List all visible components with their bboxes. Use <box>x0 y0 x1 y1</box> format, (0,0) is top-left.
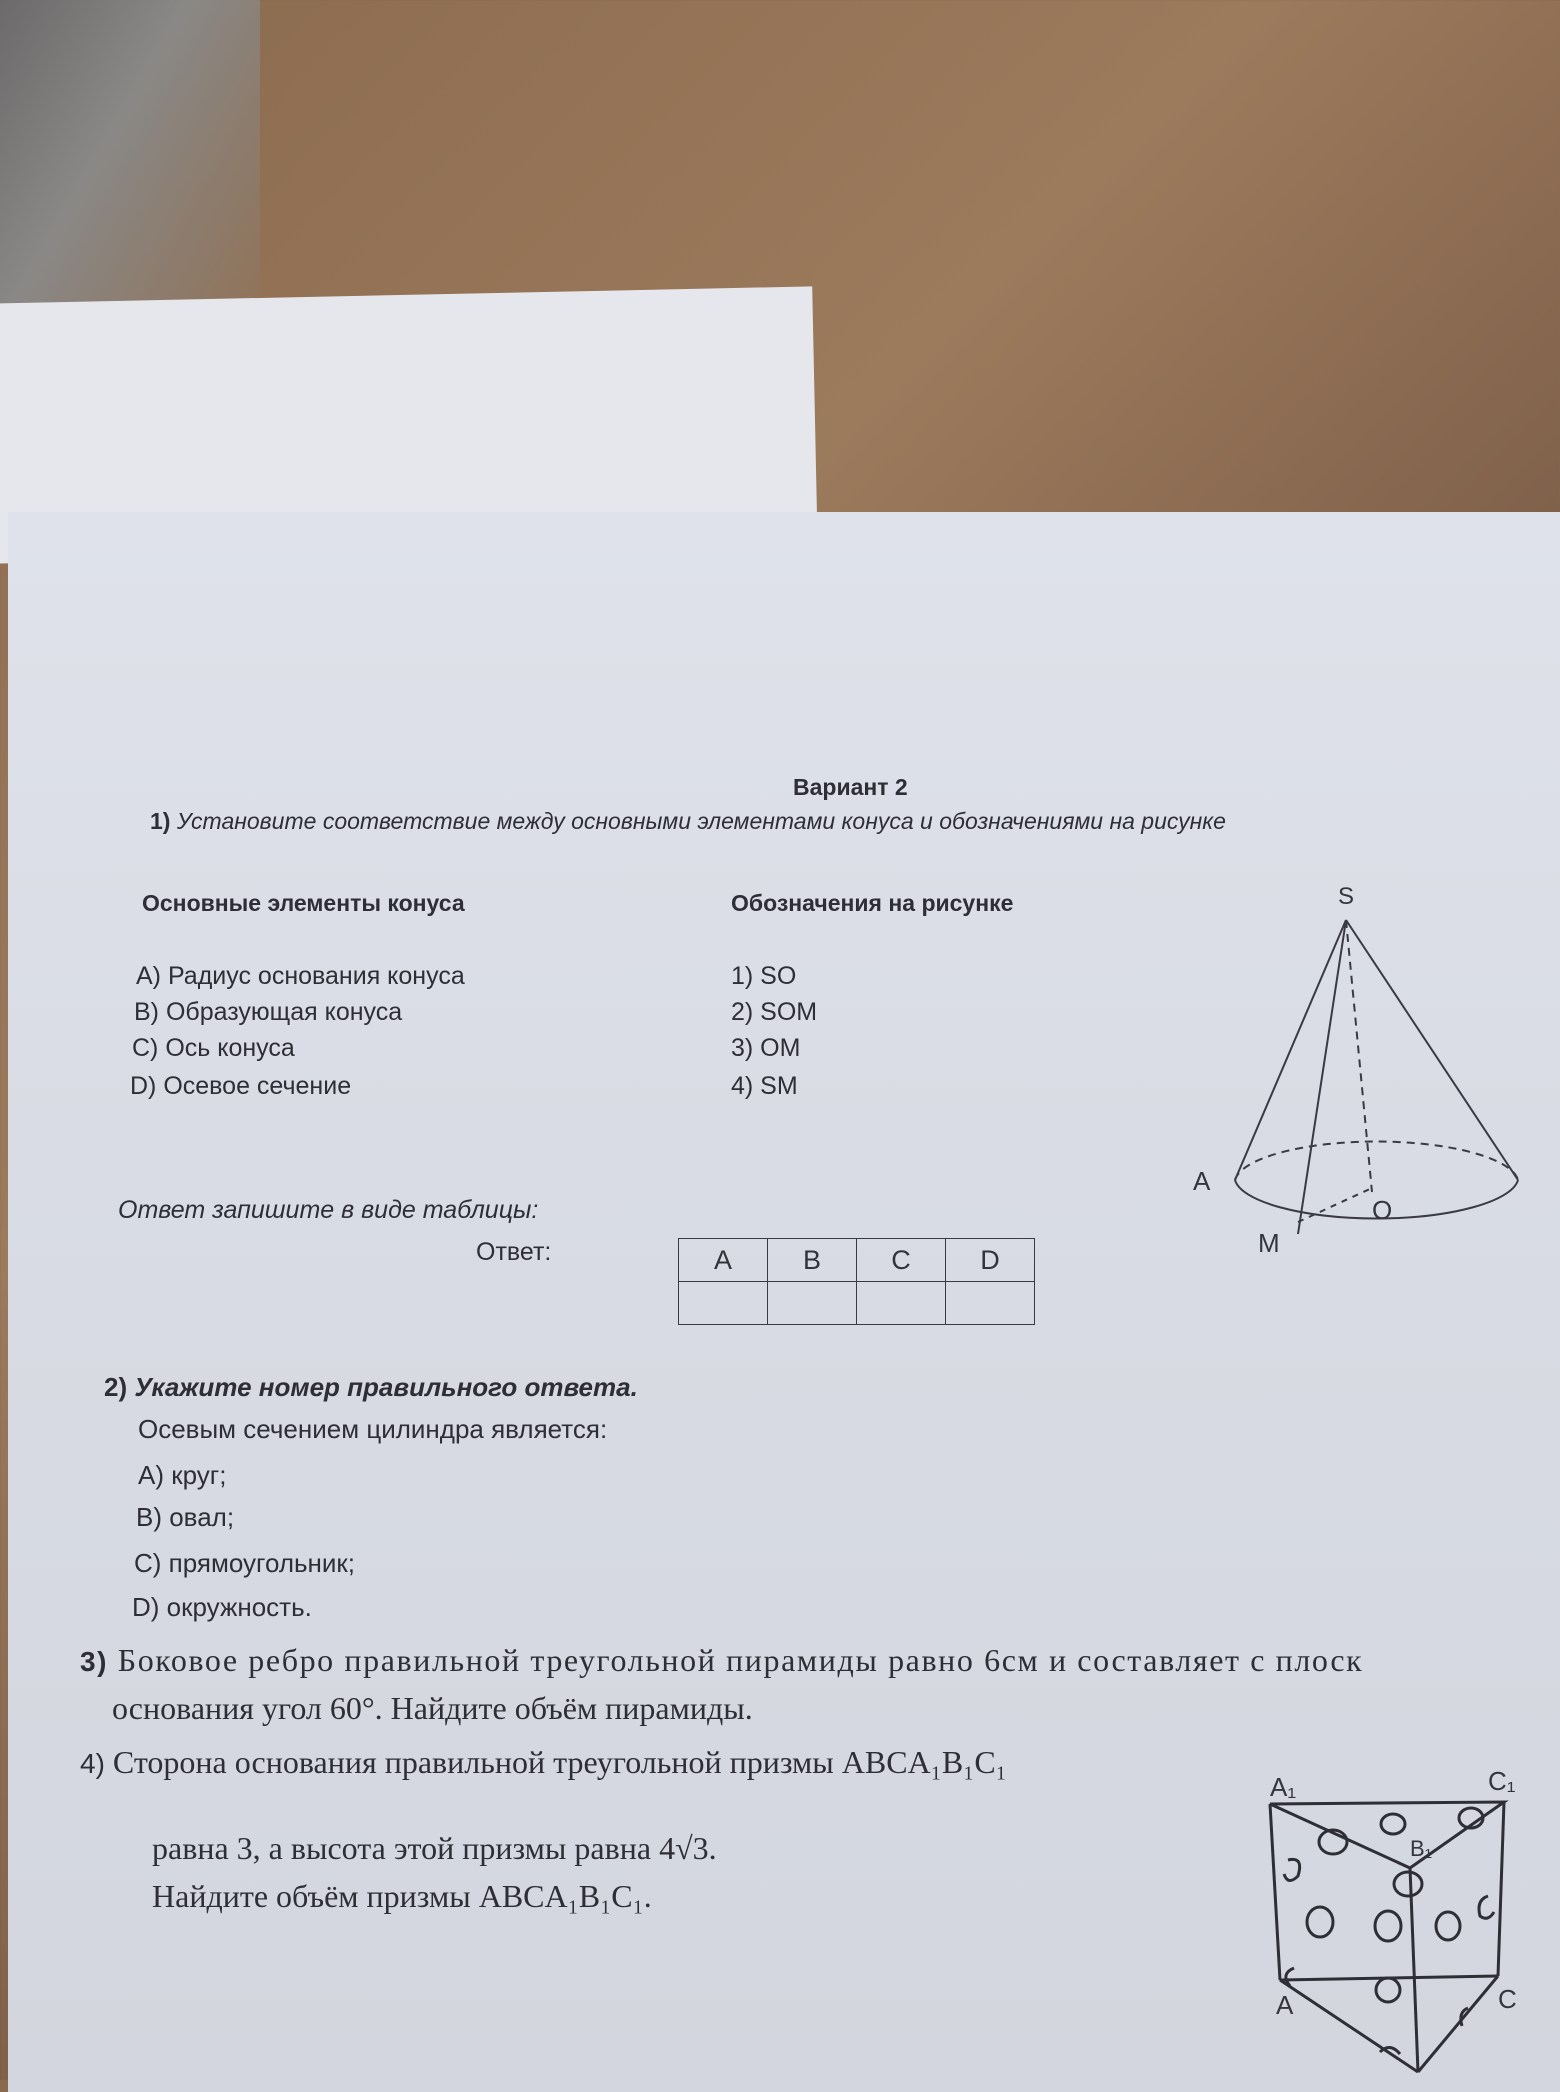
notation-item-2: 2) SOM <box>731 998 818 1026</box>
task2-option-b: B) овал; <box>136 1502 235 1532</box>
task3-text-line2: основания угол 60°. Найдите объём пирамиды. <box>112 1690 753 1726</box>
variant-title: Вариант 2 <box>793 774 908 800</box>
prism-edge-bb1 <box>1410 1868 1418 2072</box>
cone-label-a: A <box>1193 1166 1211 1196</box>
answer-header-c: C <box>857 1239 946 1282</box>
element-item-a: A) Радиус основания конуса <box>136 962 465 990</box>
prism-label-a1: A₁ <box>1270 1772 1297 1802</box>
task2-question: Осевым сечением цилиндра является: <box>138 1414 608 1444</box>
cone-label-s: S <box>1338 883 1355 910</box>
task4-number: 4) <box>80 1748 105 1779</box>
task3-number: 3) <box>80 1646 109 1677</box>
prism-label-b1: B₁ <box>1410 1836 1433 1861</box>
element-item-d: D) Осевое сечение <box>130 1072 352 1100</box>
notation-item-1: 1) SO <box>731 962 797 990</box>
answer-header-b: B <box>768 1239 857 1282</box>
answer-header-a: A <box>679 1239 768 1282</box>
task1-number: 1) <box>150 808 171 834</box>
element-item-c: C) Ось конуса <box>132 1034 295 1062</box>
task4-text-line1: Сторона основания правильной треугольной призмы ABCA₁B₁C₁ <box>112 1744 1007 1780</box>
task2-text: Укажите номер правильного ответа. <box>134 1372 638 1402</box>
prism-label-c: C <box>1498 1984 1517 2014</box>
prism-top-face <box>1270 1802 1504 1868</box>
notations-header: Обозначения на рисунке <box>731 890 1014 916</box>
prism-edge-aa1 <box>1270 1804 1280 1980</box>
prism-edge-ab <box>1280 1980 1418 2072</box>
task4-text-line3: Найдите объём призмы ABCA₁B₁C₁. <box>152 1878 652 1914</box>
elements-header: Основные элементы конуса <box>142 890 465 916</box>
answer-instruction: Ответ запишите в виде таблицы: <box>118 1196 539 1224</box>
task4-text-line2: равна 3, а высота этой призмы равна 4√3. <box>152 1830 717 1866</box>
prism-edge-cb <box>1418 1976 1498 2072</box>
notation-item-4: 4) SM <box>731 1072 798 1100</box>
task2-option-c: C) прямоугольник; <box>134 1548 356 1578</box>
prism-label-a: A <box>1276 1990 1294 2020</box>
worksheet-page <box>8 512 1560 2092</box>
prism-label-c1: C₁ <box>1488 1766 1516 1796</box>
cone-label-o: O <box>1372 1195 1393 1225</box>
element-item-b: B) Образующая конуса <box>134 998 403 1026</box>
task2-option-a: A) круг; <box>138 1460 227 1490</box>
task2-option-d: D) окружность. <box>132 1592 312 1622</box>
prism-edge-cc1 <box>1498 1802 1504 1976</box>
cone-label-m: M <box>1258 1228 1280 1258</box>
task1-text: Установите соответствие между основными элементами конуса и обозначениями на рисунке <box>176 808 1226 834</box>
notation-item-3: 3) OM <box>731 1034 801 1062</box>
answer-header-d: D <box>946 1239 1035 1282</box>
task2-number: 2) <box>104 1372 128 1402</box>
prism-figure <box>8 512 1560 2092</box>
task3-text-line1: Боковое ребро правильной треугольной пирамиды равно 6см и составляет с плоск <box>117 1642 1364 1678</box>
answer-label: Ответ: <box>476 1238 552 1266</box>
